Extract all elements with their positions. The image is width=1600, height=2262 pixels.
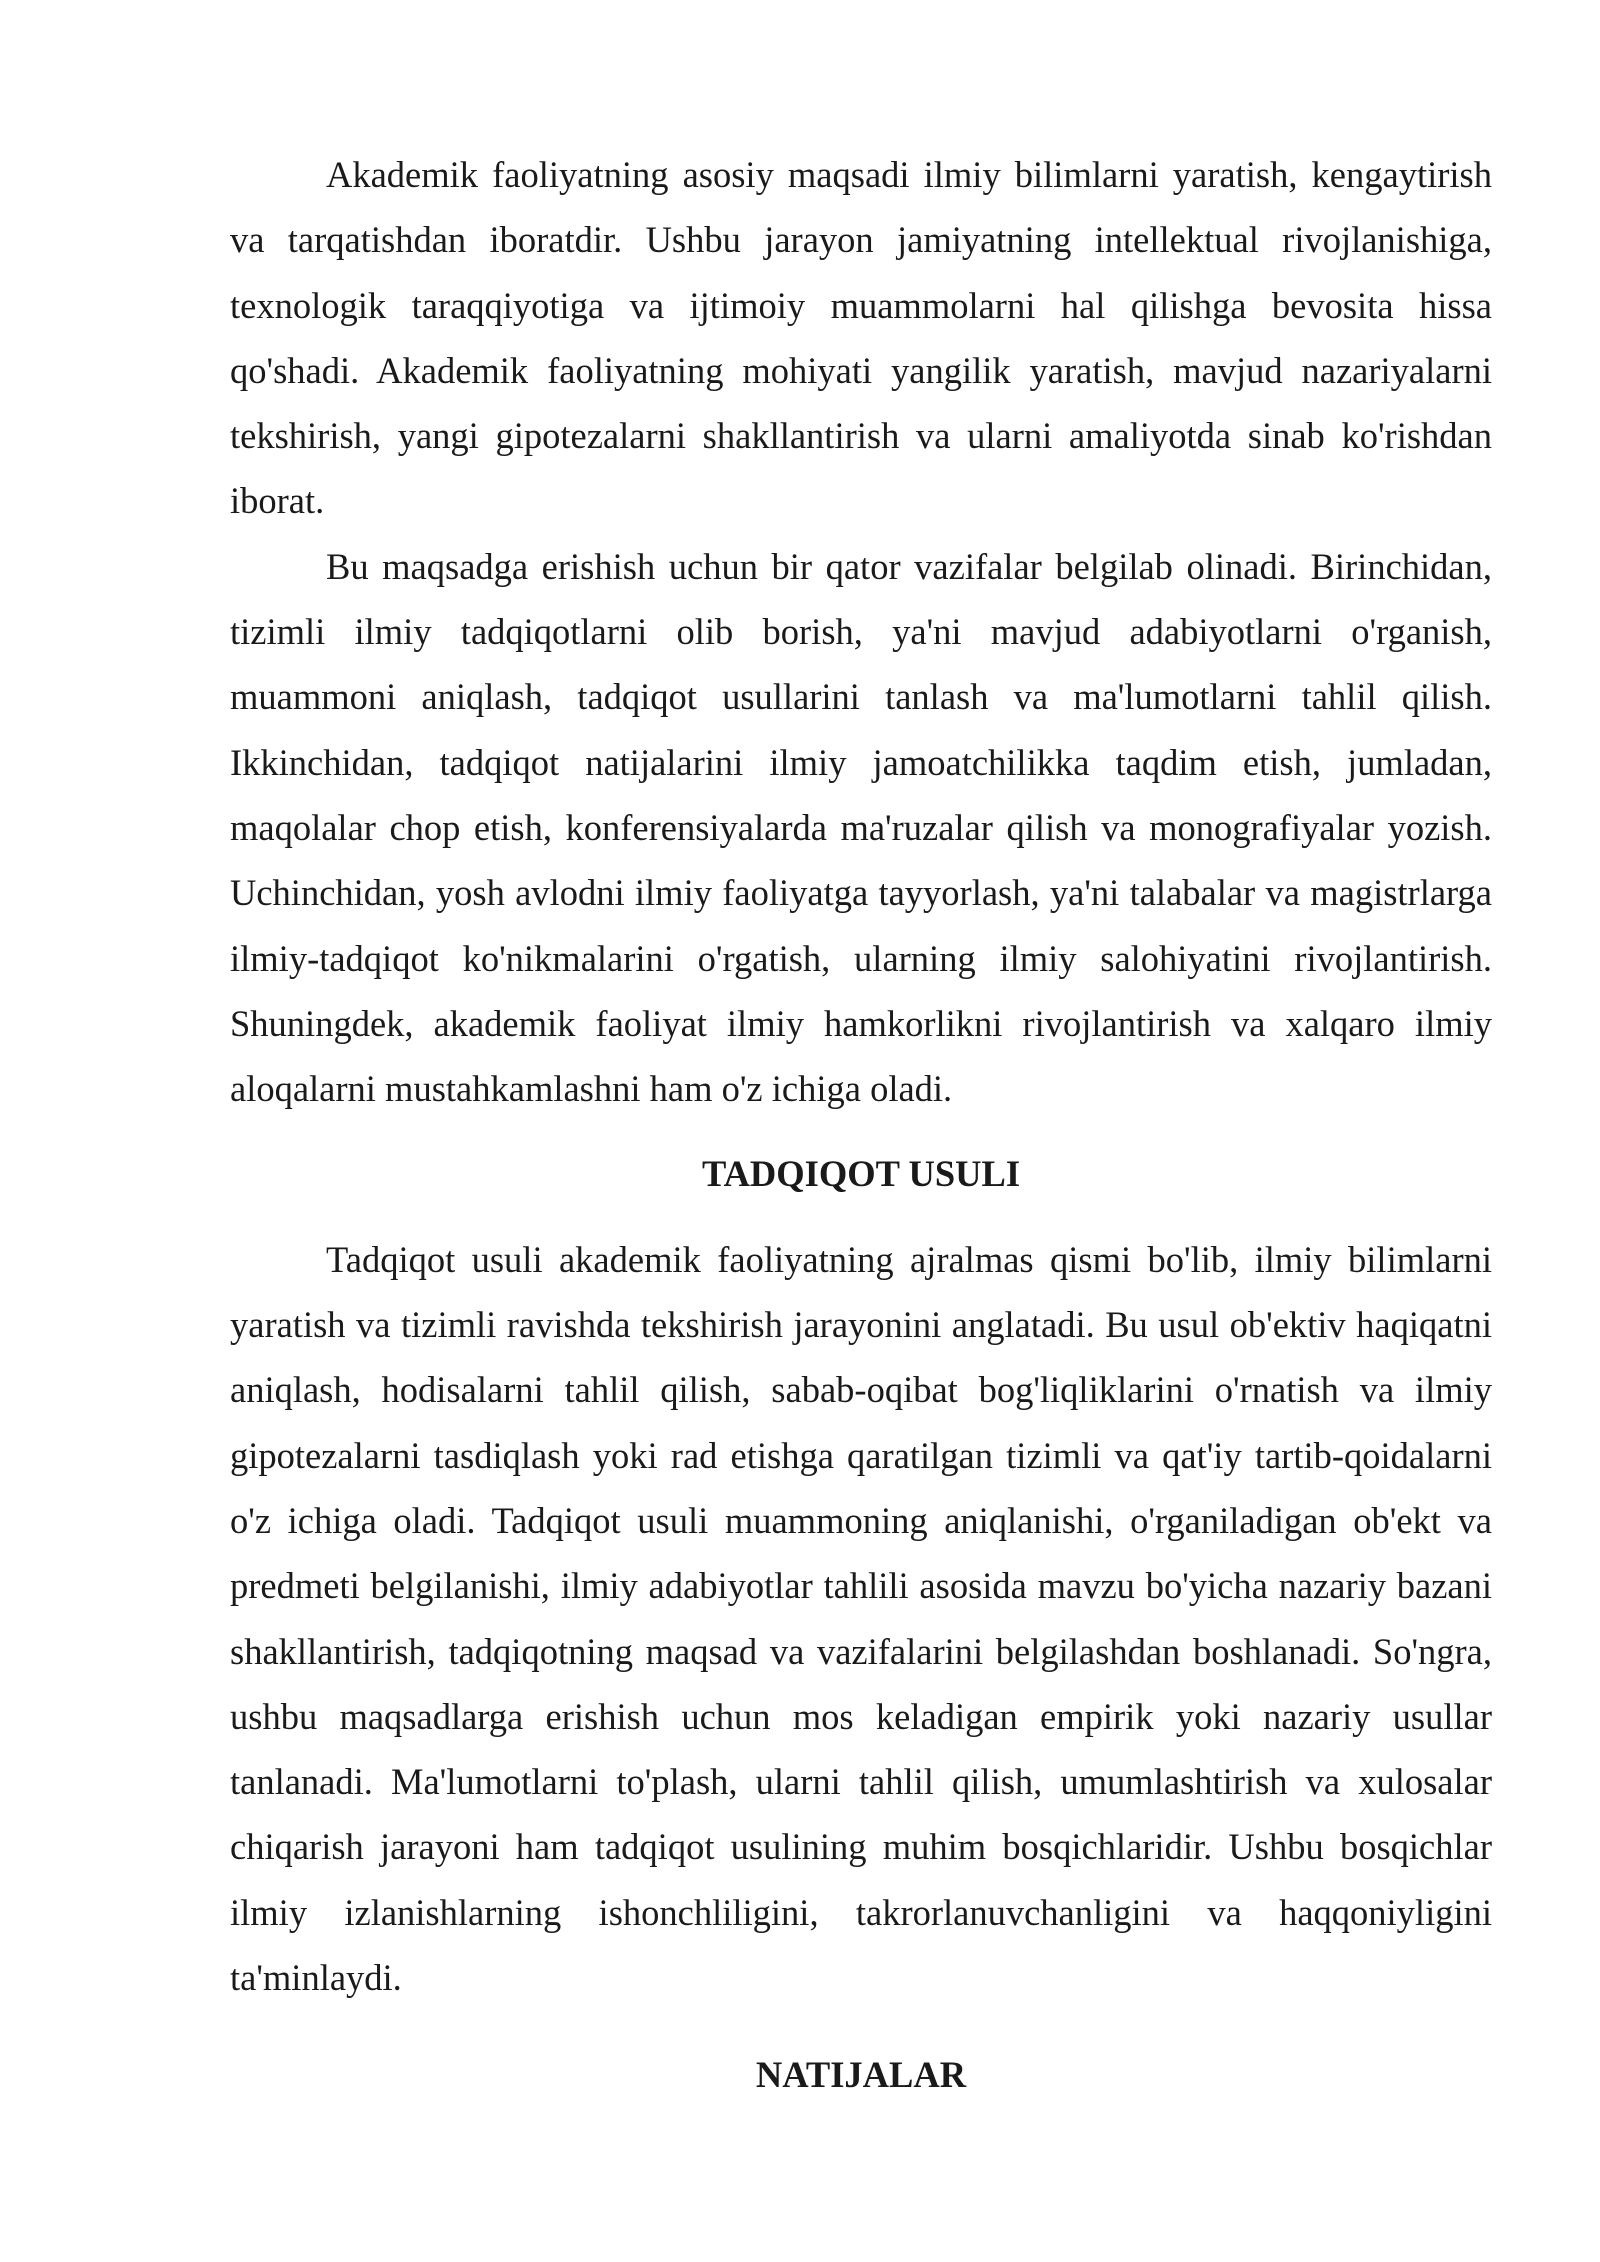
paragraph-tasks: Bu maqsadga erishish uchun bir qator vazifalar belgilab olinadi. Birinchidan, tizimli ilmiy tadqiqotlarni olib borish, ya'ni mavjud adabiyotlarni o'rganish, muammoni aniqlash, tadqiqot usullarini tanlash va ma'lumotlarni tahlil qilish. Ikkinchidan, tadqiqot natijalarini ilmiy jamoatchilikka taqdim etish, jumladan, maqolalar chop etish, konferensiyalarda ma'ruzalar qilish va monografiyalar yozish. Uchinchidan, yosh avlodni ilmiy faoliyatga tayyorlash, ya'ni talabalar va magistrlarga ilmiy-tadqiqot ko'nikmalarini o'rgatish, ularning ilmiy salohiyatini rivojlantirish. Shuningdek, akademik faoliyat ilmiy hamkorlikni rivojlantirish va xalqaro ilmiy aloqalarni mustahkamlashni ham o'z ichiga oladi.	[230, 545, 1492, 1110]
heading-tadqiqot-usuli: TADQIQOT USULI	[701, 1153, 1021, 1195]
heading-natijalar: NATIJALAR	[755, 2054, 967, 2096]
paragraph-method: Tadqiqot usuli akademik faoliyatning ajralmas qismi bo'lib, ilmiy bilimlarni yaratish va tizimli ravishda tekshirish jarayonini anglatadi. Bu usul ob'ektiv haqiqatni aniqlash, hodisalarni tahlil qilish, sabab-oqibat bog'liqliklarini o'rnatish va ilmiy gipotezalarni tasdiqlash yoki rad etishga qaratilgan tizimli va qat'iy tartib-qoidalarni o'z ichiga oladi. Tadqiqot usuli muammoning aniqlanishi, o'rganiladigan ob'ekt va predmeti belgilanishi, ilmiy adabiyotlar tahlili asosida mavzu bo'yicha nazariy bazani shakllantirish, tadqiqotning maqsad va vazifalarini belgilashdan boshlanadi. So'ngra, ushbu maqsadlarga erishish uchun mos keladigan empirik yoki nazariy usullar tanlanadi. Ma'lumotlarni to'plash, ularni tahlil qilish, umumlashtirish va xulosalar chiqarish jarayoni ham tadqiqot usulining muhim bosqichlaridir. Ushbu bosqichlar ilmiy izlanishlarning ishonchliligini, takrorlanuvchanligini va haqqoniyligini ta'minlaydi.	[230, 1238, 1492, 1999]
paragraph-intro: Akademik faoliyatning asosiy maqsadi ilmiy bilimlarni yaratish, kengaytirish va tarqatishdan iboratdir. Ushbu jarayon jamiyatning intellektual rivojlanishiga, texnologik taraqqiyotiga va ijtimoiy muammolarni hal qilishga bevosita hissa qo'shadi. Akademik faoliyatning mohiyati yangilik yaratish, mavjud nazariyalarni tekshirish, yangi gipotezalarni shakllantirish va ularni amaliyotda sinab ko'rishdan iborat.	[230, 154, 1492, 522]
page-body	[230, 142, 1492, 2108]
